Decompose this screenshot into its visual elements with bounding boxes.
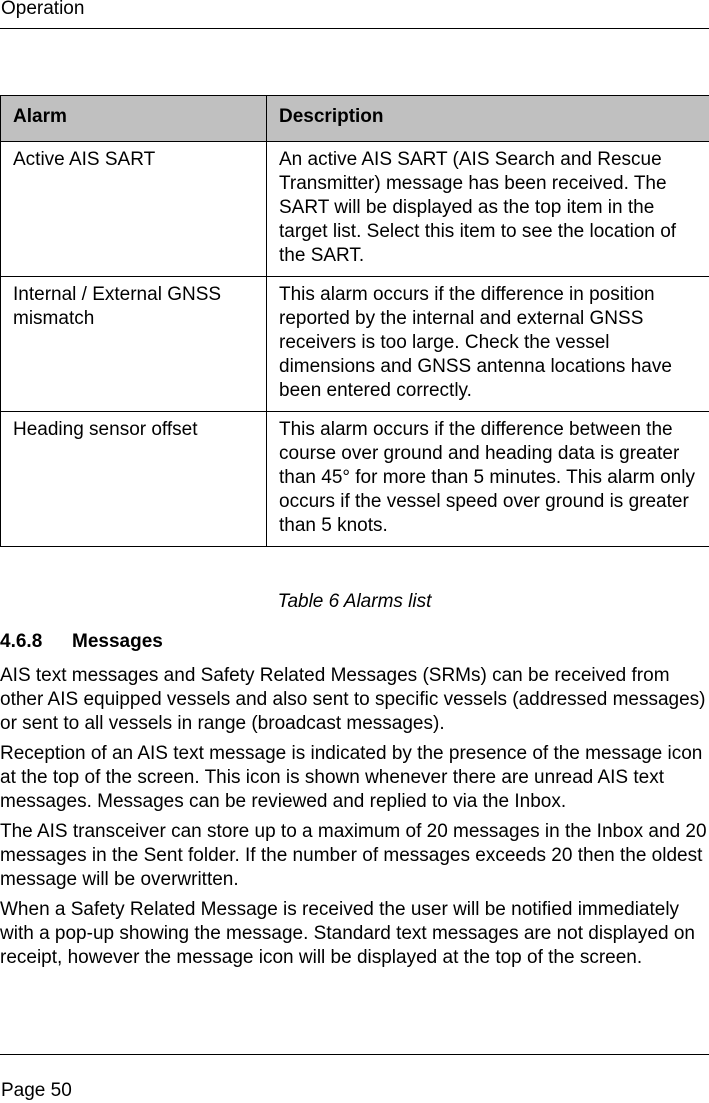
column-header-alarm: Alarm xyxy=(1,96,267,142)
description-cell: This alarm occurs if the difference between the course over ground and heading data is greater than 45° for more than 5 minutes. This alarm only occurs if the vessel speed over ground is greater than 5 knots. xyxy=(267,412,709,547)
description-cell: This alarm occurs if the difference in position reported by the internal and external GNSS receivers is too large. Check the vessel dimensions and GNSS antenna locations have been entered correctly. xyxy=(267,277,709,412)
table-header-row xyxy=(1,96,709,142)
section-number: 4.6.8 xyxy=(0,631,43,652)
paragraph: The AIS transceiver can store up to a maximum of 20 messages in the Inbox and 20 messages in the Sent folder. If the number of messages exceeds 20 then the oldest message will be overwritten. xyxy=(0,821,707,890)
footer-rule xyxy=(0,1054,709,1055)
alarms-table xyxy=(0,95,709,547)
alarm-cell: Active AIS SART xyxy=(1,142,267,277)
section-body xyxy=(0,664,709,976)
column-header-description: Description xyxy=(267,96,709,142)
section-heading xyxy=(0,630,163,654)
running-header: Operation xyxy=(1,0,85,19)
paragraph: AIS text messages and Safety Related Messages (SRMs) can be received from other AIS equipped vessels and also sent to specific vessels (addressed messages) or sent to all vessels in range (broadcast messages). xyxy=(0,665,706,734)
alarm-cell: Heading sensor offset xyxy=(1,412,267,547)
table-row xyxy=(1,412,709,547)
alarm-cell: Internal / External GNSS mismatch xyxy=(1,277,267,412)
section-title: Messages xyxy=(72,631,163,652)
paragraph: Reception of an AIS text message is indicated by the presence of the message icon at the top of the screen. This icon is shown whenever there are unread AIS text messages. Messages can be reviewed and replied to via the Inbox. xyxy=(0,743,703,812)
page-number: Page 50 xyxy=(1,1080,72,1101)
description-cell: An active AIS SART (AIS Search and Rescue Transmitter) message has been received. The SART will be displayed as the top item in the target list. Select this item to see the location of the SART. xyxy=(267,142,709,277)
table-row xyxy=(1,277,709,412)
table-caption: Table 6 Alarms list xyxy=(277,591,432,612)
paragraph: When a Safety Related Message is received the user will be notified immediately with a pop-up showing the message. Standard text messages are not displayed on receipt, however the message icon will be displayed at the top of the screen. xyxy=(0,899,695,968)
header-rule xyxy=(0,28,709,29)
table-row xyxy=(1,142,709,277)
